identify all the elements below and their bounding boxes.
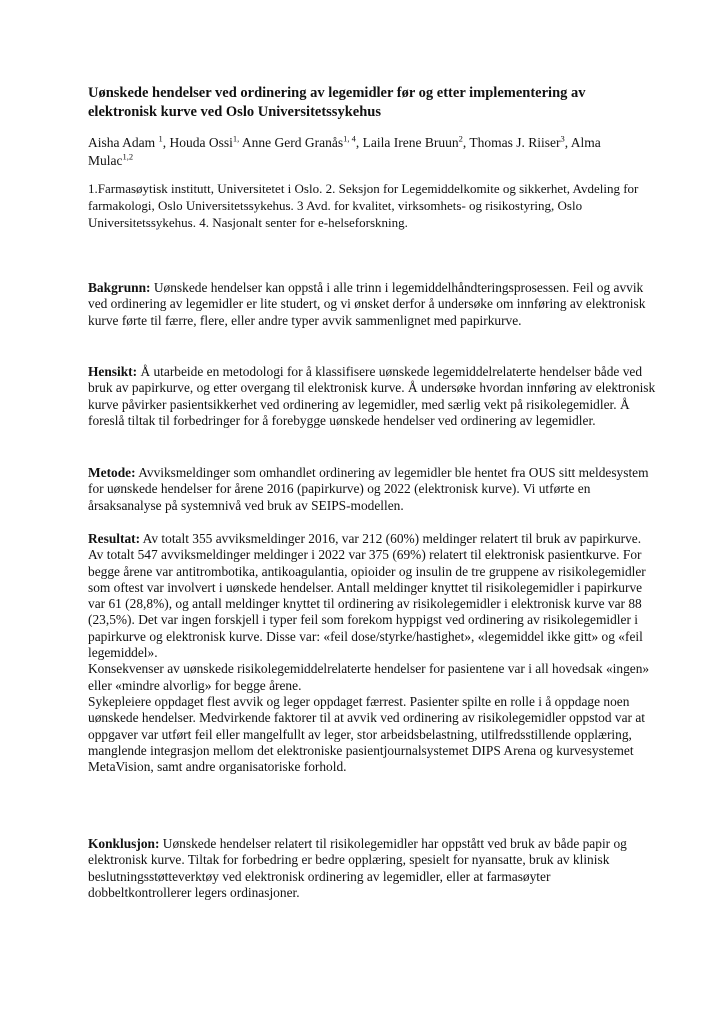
author-name: Laila Irene Bruun	[362, 135, 459, 150]
section-text: Uønskede hendelser kan oppstå i alle trinn i legemiddelhåndteringsprosessen. Feil og avvik ved ordinering av legemidler er lite studert, og vi ønsket derfor å undersøke om innføring av elektronisk kurve førte til færre, flere, eller andre typer avvik sammenlignet med papirkurve.	[88, 280, 646, 328]
author-name: Anne Gerd Granås	[241, 135, 344, 150]
section-metode	[88, 465, 656, 514]
author-separator: ,	[355, 135, 363, 150]
section-paragraph: Sykepleiere oppdaget flest avvik og leger oppdaget færrest. Pasienter spilte en rolle i å oppdage noen uønskede hendelser. Medvirkende faktorer til at avvik ved ordinering av risikolegemidler oppstod var at oppgaver var utført feil eller mangelfullt av leger, stor arbeidsbelastning, utilfredsstillende opplæring, manglende integrasjon mellom det elektroniske pasientjournalsystemet DIPS Arena og kurvesystemet MetaVision, samt andre organisatoriske forhold.	[88, 693, 646, 775]
author-separator: ,	[462, 135, 470, 150]
author-name: Aisha Adam	[88, 135, 159, 150]
author-separator: ,	[162, 135, 170, 150]
section-konklusjon	[88, 836, 656, 901]
section-label: Bakgrunn:	[88, 280, 151, 295]
section-label: Konklusjon:	[88, 836, 160, 851]
section-text: Uønskede hendelser relatert til risikolegemidler har oppstått ved bruk av både papir og elektronisk kurve. Tiltak for forbedring er bedre opplæring, spesielt for nyansatte, bruk av klinisk beslutningsstøtteverktøy ved elektronisk ordinering av legemidler, eller at farmasøyter dobbeltkontrollerer legers ordinasjoner.	[88, 836, 627, 900]
section-bakgrunn	[88, 280, 656, 329]
section-label: Hensikt:	[88, 364, 138, 379]
section-text: Å utarbeide en metodologi for å klassifisere uønskede legemiddelrelaterte hendelser både ved bruk av papirkurve, og etter overgang til elektronisk kurve. Å undersøke hvordan innføring av elektronisk kurve påvirker pasientsikkerhet ved ordinering av legemidler, med særlig vekt på risikolegemidler. Å foreslå tiltak til forbedringer for å forebygge uønskede hendelser ved ordinering av legemidler.	[88, 364, 656, 428]
author-list	[88, 134, 648, 169]
author-affiliation: 1, 4	[343, 133, 356, 144]
section-resultat	[88, 531, 656, 775]
section-label: Resultat:	[88, 531, 141, 546]
author-name: Houda Ossi	[169, 135, 233, 150]
section-paragraph	[88, 531, 656, 661]
section-label: Metode:	[88, 465, 136, 480]
author-affiliation: 1,	[232, 133, 240, 144]
author-affiliation: 1	[158, 133, 163, 144]
author-name: Alma Mulac	[88, 135, 601, 168]
affiliations: 1.Farmasøytisk institutt, Universitetet i Oslo. 2. Seksjon for Legemiddelkomite og sikkerhet, Avdeling for farmakologi, Oslo Universitetssykehus. 3 Avd. for kvalitet, virksomhets- og risikostyring, Oslo Universitetssykehus. 4. Nasjonalt senter for e-helseforskning.	[88, 181, 639, 230]
paper-title: Uønskede hendelser ved ordinering av legemidler før og etter implementering av elektronisk kurve ved Oslo Universitetssykehus	[88, 85, 586, 120]
author-affiliation: 2	[458, 133, 463, 144]
author-affiliation: 1,2	[122, 151, 134, 161]
section-hensikt	[88, 364, 656, 429]
section-paragraph: Konsekvenser av uønskede risikolegemiddelrelaterte hendelser for pasientene var i all hovedsak «ingen» eller «mindre alvorlig» for begge årene.	[88, 661, 650, 693]
author-affiliation: 3	[560, 133, 565, 144]
author-name: Thomas J. Riiser	[469, 135, 561, 150]
section-text: Av totalt 355 avviksmeldinger 2016, var 212 (60%) meldinger relatert til bruk av papirkurve. Av totalt 547 avviksmeldinger meldinger i 2022 var 375 (69%) relatert til elektronisk pasientkurve. For begge årene var antitrombotika, antikoagulantia, opioider og insulin de tre gruppene av risikolegemidler som oftest var involvert i uønskede hendelser. Antall meldinger knyttet til risikolegemidler i papirkurve var 61 (28,8%), og antall meldinger knyttet til ordinering av risikolegemidler i elektronisk kurve var 88 (23,5%). Det var ingen forskjell i typer feil som forekom hyppigst ved ordinering av risikolegemidler i papirkurve og elektronisk kurve. Disse var: «feil dose/styrke/hastighet», «legemiddel ikke gitt» og «feil legemiddel».	[88, 531, 646, 661]
author-separator: ,	[564, 135, 571, 150]
section-text: Avviksmeldinger som omhandlet ordinering av legemidler ble hentet fra OUS sitt meldesystem for uønskede hendelser for årene 2016 (papirkurve) og 2022 (elektronisk kurve). Vi utførte en årsaksanalyse på systemnivå ved bruk av SEIPS-modellen.	[88, 465, 649, 513]
